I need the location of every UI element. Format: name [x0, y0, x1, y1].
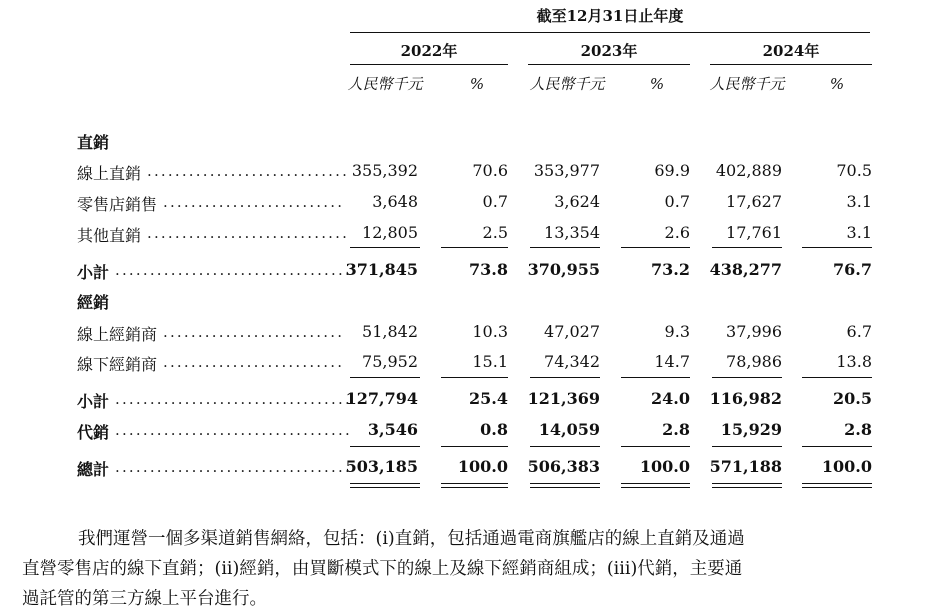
cell-2023-amount: 506,383: [527, 457, 600, 476]
leader-dots: .............................: [147, 162, 350, 180]
table-row-consignment: [0, 416, 937, 447]
period-header-rule: [350, 32, 870, 33]
cell-2024-amount: 571,188: [709, 457, 782, 476]
total-rule: [621, 446, 690, 447]
double-underline: [530, 483, 600, 488]
year-rule-2024: [710, 64, 872, 65]
double-underline: [441, 483, 508, 488]
cell-2022-percent: 70.6: [472, 161, 508, 180]
row-label: 線上經銷商: [77, 325, 158, 344]
row-label: 零售店銷售: [77, 195, 158, 214]
double-underline: [350, 483, 420, 488]
year-rule-2023: [528, 64, 690, 65]
table-row: [0, 318, 937, 349]
cell-2022-percent: 100.0: [457, 457, 508, 476]
cell-2024-percent: 2.8: [844, 420, 872, 439]
total-rule: [712, 446, 782, 447]
cell-2023-percent: 9.3: [664, 322, 690, 341]
cell-2022-percent: 15.1: [472, 352, 508, 371]
cell-2023-amount: 370,955: [527, 260, 600, 279]
year-rule-2022: [350, 64, 508, 65]
cell-2024-amount: 37,996: [726, 322, 782, 341]
cell-2024-amount: 17,761: [726, 223, 782, 242]
year-header-2024: 2024年: [762, 42, 820, 60]
body-paragraph-line-3: 過託管的第三方線上平台進行。: [22, 589, 267, 609]
leader-dots: ..................................: [115, 390, 352, 408]
leader-dots: ..........................: [163, 193, 345, 211]
double-underline: [621, 483, 690, 488]
double-underline: [802, 483, 872, 488]
subtotal-rule: [621, 247, 690, 248]
leader-dots: ..................................: [115, 261, 352, 279]
cell-2022-amount: 127,794: [345, 389, 418, 408]
cell-2024-amount: 17,627: [726, 192, 782, 211]
cell-2024-amount: 402,889: [715, 161, 782, 180]
total-rule: [441, 446, 508, 447]
total-rule: [350, 446, 420, 447]
cell-2022-amount: 75,952: [362, 352, 418, 371]
cell-2022-amount: 12,805: [362, 223, 418, 242]
subtotal-rule: [530, 247, 600, 248]
year-header-2022: 2022年: [400, 42, 458, 60]
cell-2024-amount: 438,277: [709, 260, 782, 279]
row-label: 小計: [77, 263, 110, 282]
cell-2023-amount: 14,059: [538, 420, 600, 439]
subtotal-rule: [621, 377, 690, 378]
row-label: 線下經銷商: [77, 355, 158, 374]
cell-2022-amount: 503,185: [345, 457, 418, 476]
cell-2022-amount: 3,648: [372, 192, 418, 211]
table-row-subtotal: [0, 385, 937, 416]
cell-2024-percent: 6.7: [846, 322, 872, 341]
row-label: 小計: [77, 392, 110, 411]
cell-2022-percent: 73.8: [469, 260, 508, 279]
leader-dots: ..................................: [115, 458, 352, 476]
cell-2024-percent: 3.1: [846, 223, 872, 242]
table-row: [0, 188, 937, 219]
cell-2023-amount: 121,369: [527, 389, 600, 408]
table-row: [0, 348, 937, 379]
subtotal-rule: [712, 247, 782, 248]
subtotal-rule: [530, 377, 600, 378]
table-row-total: [0, 453, 937, 484]
leader-dots: ..................................: [115, 421, 352, 439]
cell-2023-percent: 100.0: [639, 457, 690, 476]
row-label: 線上直銷: [77, 164, 142, 183]
subtotal-rule: [441, 377, 508, 378]
cell-2022-percent: 2.5: [482, 223, 508, 242]
cell-2022-percent: 10.3: [472, 322, 508, 341]
cell-2023-amount: 74,342: [544, 352, 600, 371]
year-header-2023: 2023年: [580, 42, 638, 60]
body-paragraph-line-2: 直營零售店的線下直銷；(ii)經銷，由買斷模式下的線上及線下經銷商組成；(iii)代銷，主要通: [22, 559, 743, 579]
leader-dots: ..........................: [163, 323, 345, 341]
cell-2024-percent: 70.5: [836, 161, 872, 180]
table-row-subtotal: [0, 256, 937, 287]
cell-2022-amount: 3,546: [367, 420, 418, 439]
subtotal-rule: [802, 247, 872, 248]
cell-2022-amount: 355,392: [351, 161, 418, 180]
cell-2022-percent: 0.8: [480, 420, 508, 439]
period-header: 截至12月31日止年度: [536, 7, 684, 25]
row-label: 其他直銷: [77, 226, 142, 245]
cell-2024-percent: 13.8: [836, 352, 872, 371]
cell-2022-percent: 0.7: [482, 192, 508, 211]
unit-currency-2024: 人民幣千元: [709, 75, 785, 93]
cell-2024-percent: 20.5: [833, 389, 872, 408]
cell-2023-percent: 2.8: [662, 420, 690, 439]
cell-2023-percent: 69.9: [654, 161, 690, 180]
subtotal-rule: [712, 377, 782, 378]
cell-2023-percent: 24.0: [651, 389, 690, 408]
section-direct-sales: 直銷: [77, 133, 110, 152]
subtotal-rule: [802, 377, 872, 378]
leader-dots: .............................: [147, 224, 350, 242]
subtotal-rule: [350, 377, 420, 378]
cell-2022-percent: 25.4: [469, 389, 508, 408]
cell-2024-percent: 76.7: [833, 260, 872, 279]
subtotal-rule: [350, 247, 420, 248]
cell-2023-amount: 353,977: [533, 161, 600, 180]
body-paragraph-line-1: 我們運營一個多渠道銷售網絡，包括：(i)直銷，包括通過電商旗艦店的線上直銷及通過: [78, 529, 745, 549]
unit-percent-2022: %: [469, 75, 485, 93]
cell-2023-percent: 2.6: [664, 223, 690, 242]
cell-2022-amount: 371,845: [345, 260, 418, 279]
unit-percent-2024: %: [829, 75, 845, 93]
unit-currency-2022: 人民幣千元: [347, 75, 423, 93]
cell-2024-amount: 15,929: [720, 420, 782, 439]
table-row: [0, 219, 937, 250]
total-rule: [530, 446, 600, 447]
cell-2024-amount: 116,982: [709, 389, 782, 408]
cell-2022-amount: 51,842: [362, 322, 418, 341]
row-label: 總計: [77, 460, 110, 479]
unit-currency-2023: 人民幣千元: [529, 75, 605, 93]
cell-2023-percent: 73.2: [651, 260, 690, 279]
subtotal-rule: [441, 247, 508, 248]
leader-dots: ..........................: [163, 353, 345, 371]
cell-2023-percent: 0.7: [664, 192, 690, 211]
unit-percent-2023: %: [649, 75, 665, 93]
cell-2024-percent: 100.0: [821, 457, 872, 476]
cell-2023-percent: 14.7: [654, 352, 690, 371]
table-row: [0, 157, 937, 188]
section-distribution: 經銷: [77, 293, 110, 312]
cell-2023-amount: 3,624: [554, 192, 600, 211]
cell-2023-amount: 13,354: [544, 223, 600, 242]
row-label: 代銷: [77, 423, 110, 442]
cell-2023-amount: 47,027: [544, 322, 600, 341]
cell-2024-percent: 3.1: [846, 192, 872, 211]
cell-2024-amount: 78,986: [726, 352, 782, 371]
total-rule: [802, 446, 872, 447]
double-underline: [712, 483, 782, 488]
